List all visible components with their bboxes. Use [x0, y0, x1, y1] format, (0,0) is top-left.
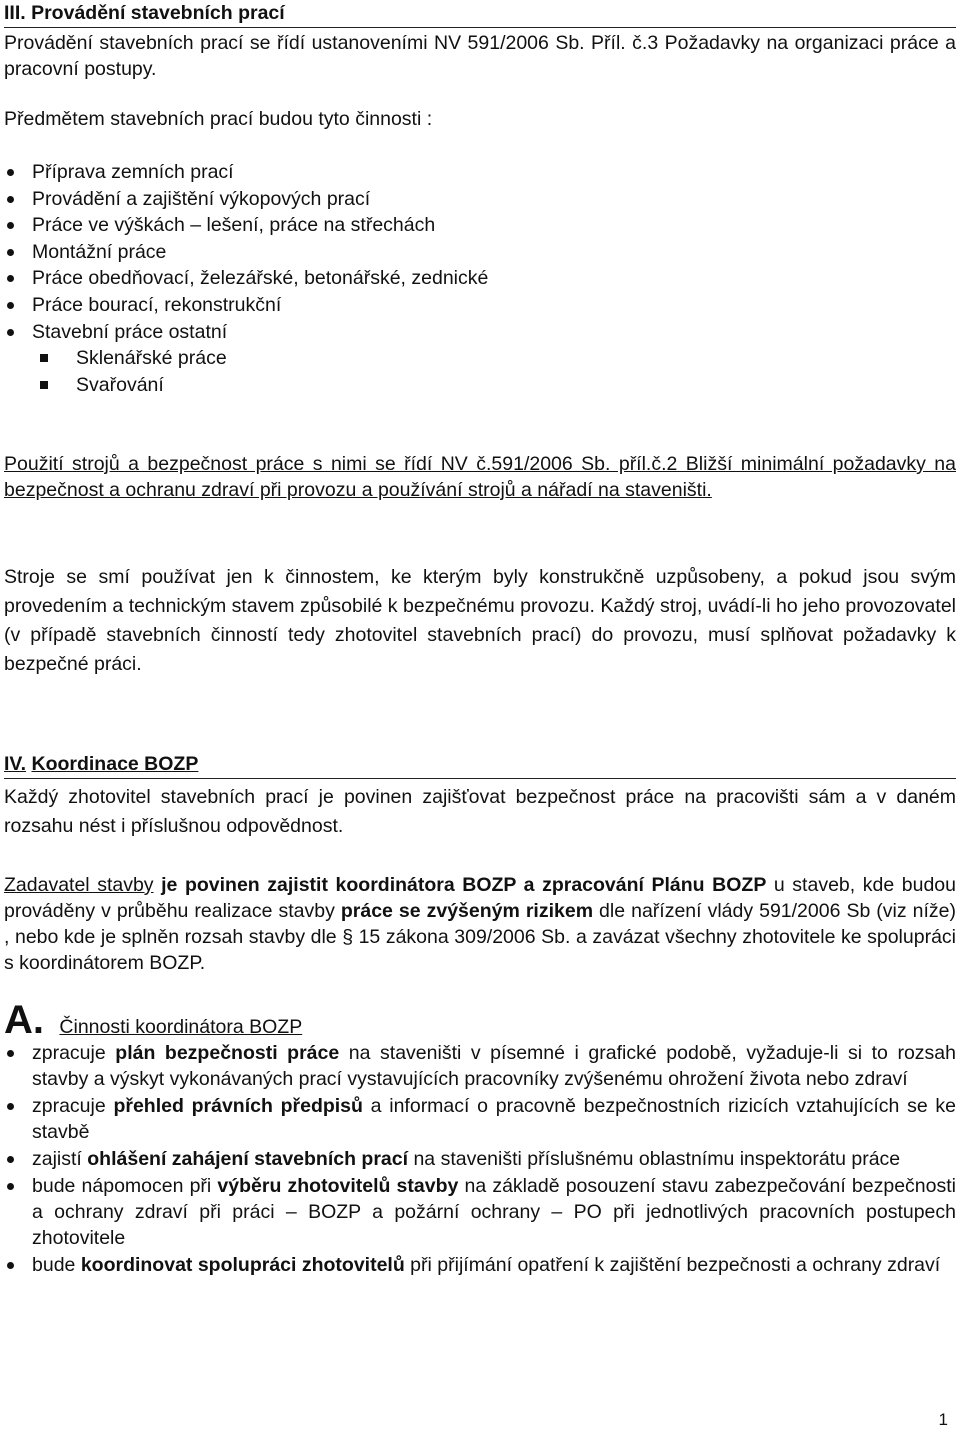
list-item: Práce ve výškách – lešení, práce na střechách: [4, 212, 956, 239]
list-item: bude nápomocen při výběru zhotovitelů stavby na základě posouzení stavu zabezpečování bezpečnosti a ochrany zdraví při práci – BOZP a požární ochrany – PO při jednotlivých pracovních postupech zhotovitele: [4, 1173, 956, 1251]
para2-text: u staveb, kde budou prováděny v průběhu realizace stavby: [4, 874, 956, 922]
list-item: zpracuje plán bezpečnosti práce na staveništi v písemné i grafické podobě, vyžaduje-li si to rozsah stavby a výskyt vykonávaných prací vystavujících pracovníky zvýšenému ohrožení života nebo zdraví: [4, 1040, 956, 1092]
list-item: zajistí ohlášení zahájení stavebních prací na staveništi příslušnému oblastnímu inspektorátu práce: [4, 1146, 956, 1172]
subject-line: Předmětem stavebních prací budou tyto činnosti :: [4, 108, 433, 130]
risk-bold: práce se zvýšeným rizikem: [340, 900, 594, 922]
list-item: Provádění a zajištění výkopových prací: [4, 186, 956, 213]
activities-list: [4, 159, 956, 398]
section-a-title: Činnosti koordinátora BOZP: [59, 1016, 303, 1038]
section-iii: [4, 0, 956, 82]
list-item: bude koordinovat spolupráci zhotovitelů při přijímání opatření k zajištění bezpečnosti a ochrany zdraví: [4, 1252, 956, 1278]
list-item: Práce bourací, rekonstrukční: [4, 292, 956, 319]
section-iv-para2: [4, 872, 956, 976]
section-iv-number: IV.: [4, 753, 27, 775]
list-item: Práce obedňovací, železářské, betonářské, zednické: [4, 265, 956, 292]
para2-text-end: dle nařízení vlády 591/2006 Sb (viz níže) , nebo kde je splněn rozsah stavby dle § 15 zákona 309/2006 Sb. a zavázat všechny zhotovitele ke spolupráci s koordinátorem BOZP.: [4, 900, 956, 974]
list-item: Sklenářské práce: [4, 345, 956, 372]
list-item: Svařování: [4, 372, 956, 399]
client-label: Zadavatel stavby: [4, 874, 154, 896]
list-item: zpracuje přehled právních předpisů a informací o pracovně bezpečnostních rizicích vztahujících se ke stavbě: [4, 1093, 956, 1145]
section-a: [4, 1000, 956, 1279]
section-iv-para1: Každý zhotovitel stavebních prací je povinen zajišťovat bezpečnost práce na pracovišti sám a v daném rozsahu nést i příslušnou odpovědnost.: [4, 786, 956, 837]
page-number: 1: [938, 1410, 948, 1429]
sub-activities-list: [4, 345, 956, 398]
list-item: Příprava zemních prací: [4, 159, 956, 186]
machines-text: Stroje se smí používat jen k činnostem, ke kterým byly konstrukčně uzpůsobeny, a pokud jsou svým provedením a technickým stavem způsobilé k bezpečnému provozu. Každý stroj, uvádí-li ho jeho provozovatel (v případě stavebních činností tedy zhotovitel stavebních prací) do provozu, musí splňovat požadavky k bezpečné práci.: [4, 566, 956, 675]
section-iii-intro: Provádění stavebních prací se řídí ustanoveními NV 591/2006 Sb. Příl. č.3 Požadavky na organizaci práce a pracovní postupy.: [4, 32, 956, 80]
section-iv: [4, 752, 956, 841]
section-a-letter: A.: [4, 998, 44, 1042]
list-item: Stavební práce ostatní: [4, 319, 956, 346]
list-item: Montážní práce: [4, 239, 956, 266]
machines-rule: Použití strojů a bezpečnost práce s nimi se řídí NV č.591/2006 Sb. příl.č.2 Bližší minimální požadavky na bezpečnost a ochranu zdraví při provozu a používání strojů a nářadí na staveništi.: [4, 453, 956, 501]
coordinator-activities: [4, 1040, 956, 1278]
duty-bold: je povinen zajistit koordinátora BOZP a zpracování Plánu BOZP: [153, 874, 767, 896]
section-iv-heading: [4, 752, 956, 779]
section-a-heading: [4, 1000, 956, 1040]
section-iv-title: Koordinace BOZP: [31, 753, 199, 775]
section-iii-heading: III. Provádění stavebních prací: [4, 0, 956, 28]
